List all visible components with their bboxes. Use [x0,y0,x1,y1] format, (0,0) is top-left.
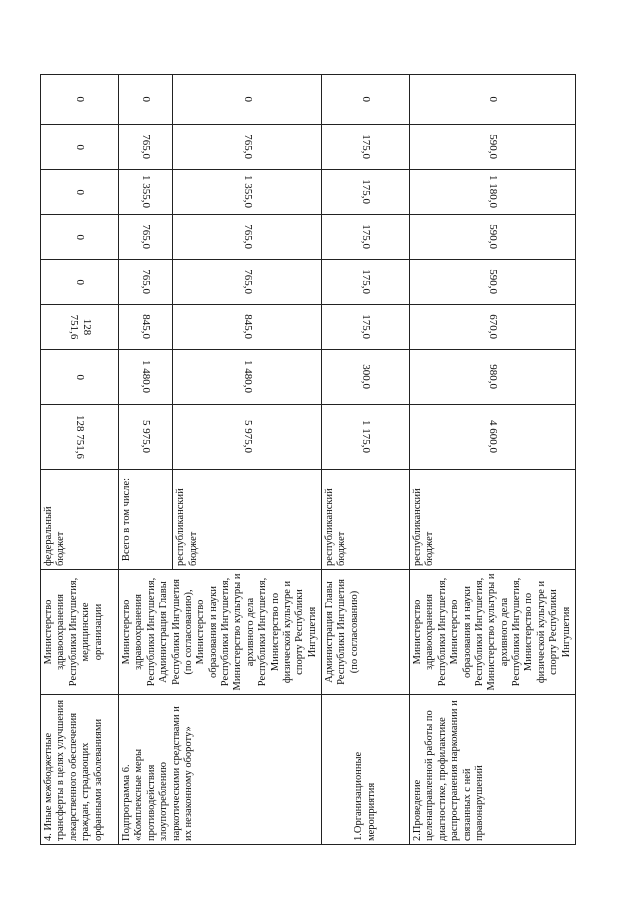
cell-value: 0 [410,75,576,125]
cell-responsible: Министерство здравоохранения Республики Ингушетия, Администрация Главы Республики Ингушетия (по согласованию), Министерство образования и науки Республики Ингушетия, Министерство культуры и архивного дела Республики Ингушетия, Министерство по физической культуре и спорту Республики Ингушетия [119,570,322,695]
table-row [41,75,119,845]
cell-value: 765,0 [173,125,322,170]
cell-source: республиканский бюджет [173,470,322,570]
budget-table [40,74,576,845]
cell-value: 0 [173,75,322,125]
cell-value: 1 480,0 [173,350,322,405]
cell-name: 2.Проведение целенаправленной работы по диагностике, профилактике распространения наркомании и связанных с ней правонарушений [410,695,576,845]
cell-value: 765,0 [119,125,173,170]
cell-value: 1 480,0 [119,350,173,405]
cell-value: 1 175,0 [322,405,410,470]
cell-value: 0 [41,170,119,215]
table-row [322,75,410,845]
table-row [410,75,576,845]
cell-responsible: Администрация Главы Республики Ингушетия (по согласованию) [322,570,410,695]
cell-value: 0 [41,350,119,405]
cell-value: 175,0 [322,170,410,215]
cell-name: Подпрограмма 6. «Комплексные меры противодействия злоупотреблению наркотическими средствами и их незаконному обороту» [119,695,322,845]
cell-value: 0 [41,75,119,125]
cell-value: 1 355,0 [173,170,322,215]
cell-value: 0 [41,125,119,170]
table-row [119,75,173,845]
cell-value: 765,0 [119,260,173,305]
cell-value: 590,0 [410,125,576,170]
cell-value: 670,0 [410,305,576,350]
cell-value: 590,0 [410,260,576,305]
cell-source: республиканский бюджет [322,470,410,570]
cell-value: 845,0 [119,305,173,350]
cell-value: 765,0 [173,260,322,305]
cell-value: 0 [41,260,119,305]
cell-value: 0 [322,75,410,125]
cell-value: 175,0 [322,215,410,260]
cell-value: 765,0 [173,215,322,260]
cell-value: 0 [119,75,173,125]
cell-value: 175,0 [322,260,410,305]
cell-value: 5 975,0 [119,405,173,470]
cell-value: 980,0 [410,350,576,405]
cell-responsible: Министерство здравоохранения Республики Ингушетия, Министерство образования и науки Республики Ингушетия, Министерство культуры и архивного дела Республики Ингушетия, Министерство по физической культуре и спорту Республики Ингушетия [410,570,576,695]
cell-value: 590,0 [410,215,576,260]
cell-value: 765,0 [119,215,173,260]
cell-value: 128 751,6 [41,305,119,350]
cell-source: федеральный бюджет [41,470,119,570]
cell-value: 5 975,0 [173,405,322,470]
rotated-table-wrapper [40,75,572,845]
cell-value: 128 751,6 [41,405,119,470]
cell-value: 175,0 [322,125,410,170]
cell-responsible: Министерство здравоохранения Республики Ингушетия, медицинские организации [41,570,119,695]
cell-value: 175,0 [322,305,410,350]
cell-source: республиканский бюджет [410,470,576,570]
cell-value: 300,0 [322,350,410,405]
cell-name: 4. Иные межбюджетные трансферты в целях улучшения лекарственного обеспечения граждан, страдающих орфанными заболеваниями [41,695,119,845]
cell-value: 1 355,0 [119,170,173,215]
cell-name: 1.Организационные мероприятия [322,695,410,845]
cell-source: Всего в том числе: [119,470,173,570]
cell-value: 1 180,0 [410,170,576,215]
cell-value: 845,0 [173,305,322,350]
cell-value: 0 [41,215,119,260]
cell-value: 4 600,0 [410,405,576,470]
